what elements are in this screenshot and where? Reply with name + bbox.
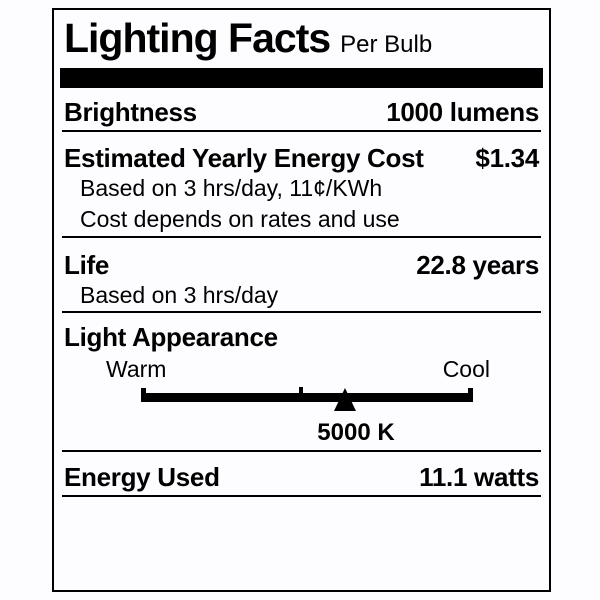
scale-left-cap	[141, 388, 146, 402]
life-note: Based on 3 hrs/day	[80, 282, 279, 308]
separator	[62, 495, 541, 497]
energy-cost-label: Estimated Yearly Energy Cost	[64, 143, 424, 173]
life-label: Life	[64, 250, 110, 280]
light-appearance-heading: Light Appearance	[64, 322, 278, 352]
energy-used-row	[64, 452, 539, 495]
scale-midpoint-tick	[299, 387, 303, 393]
label-title: Lighting Facts	[64, 15, 331, 61]
per-unit-text: Per Bulb	[340, 31, 433, 58]
energy-cost-note-1: Based on 3 hrs/day, 11¢/KWh	[80, 175, 383, 201]
brightness-value: 1000 lumens	[386, 97, 539, 127]
energy-used-label: Energy Used	[64, 462, 220, 492]
life-value: 22.8 years	[416, 250, 539, 280]
scale-right-cap	[468, 388, 473, 402]
brightness-label: Brightness	[64, 97, 197, 127]
life-row	[64, 238, 539, 280]
label-header	[64, 14, 539, 62]
energy-cost-note-2: Cost depends on rates and use	[80, 206, 400, 232]
lighting-facts-label	[52, 8, 551, 592]
header-divider-bar	[60, 68, 543, 88]
scale-end-labels	[64, 355, 539, 383]
color-temperature-value: 5000 K	[317, 419, 395, 446]
energy-cost-row	[64, 132, 539, 173]
cool-label: Cool	[442, 356, 490, 382]
color-temperature-marker-icon	[334, 388, 356, 411]
brightness-row	[64, 88, 539, 130]
warm-label: Warm	[106, 356, 167, 382]
light-appearance-scale	[142, 393, 472, 402]
energy-cost-value: $1.34	[475, 143, 539, 173]
energy-used-value: 11.1 watts	[419, 462, 539, 492]
